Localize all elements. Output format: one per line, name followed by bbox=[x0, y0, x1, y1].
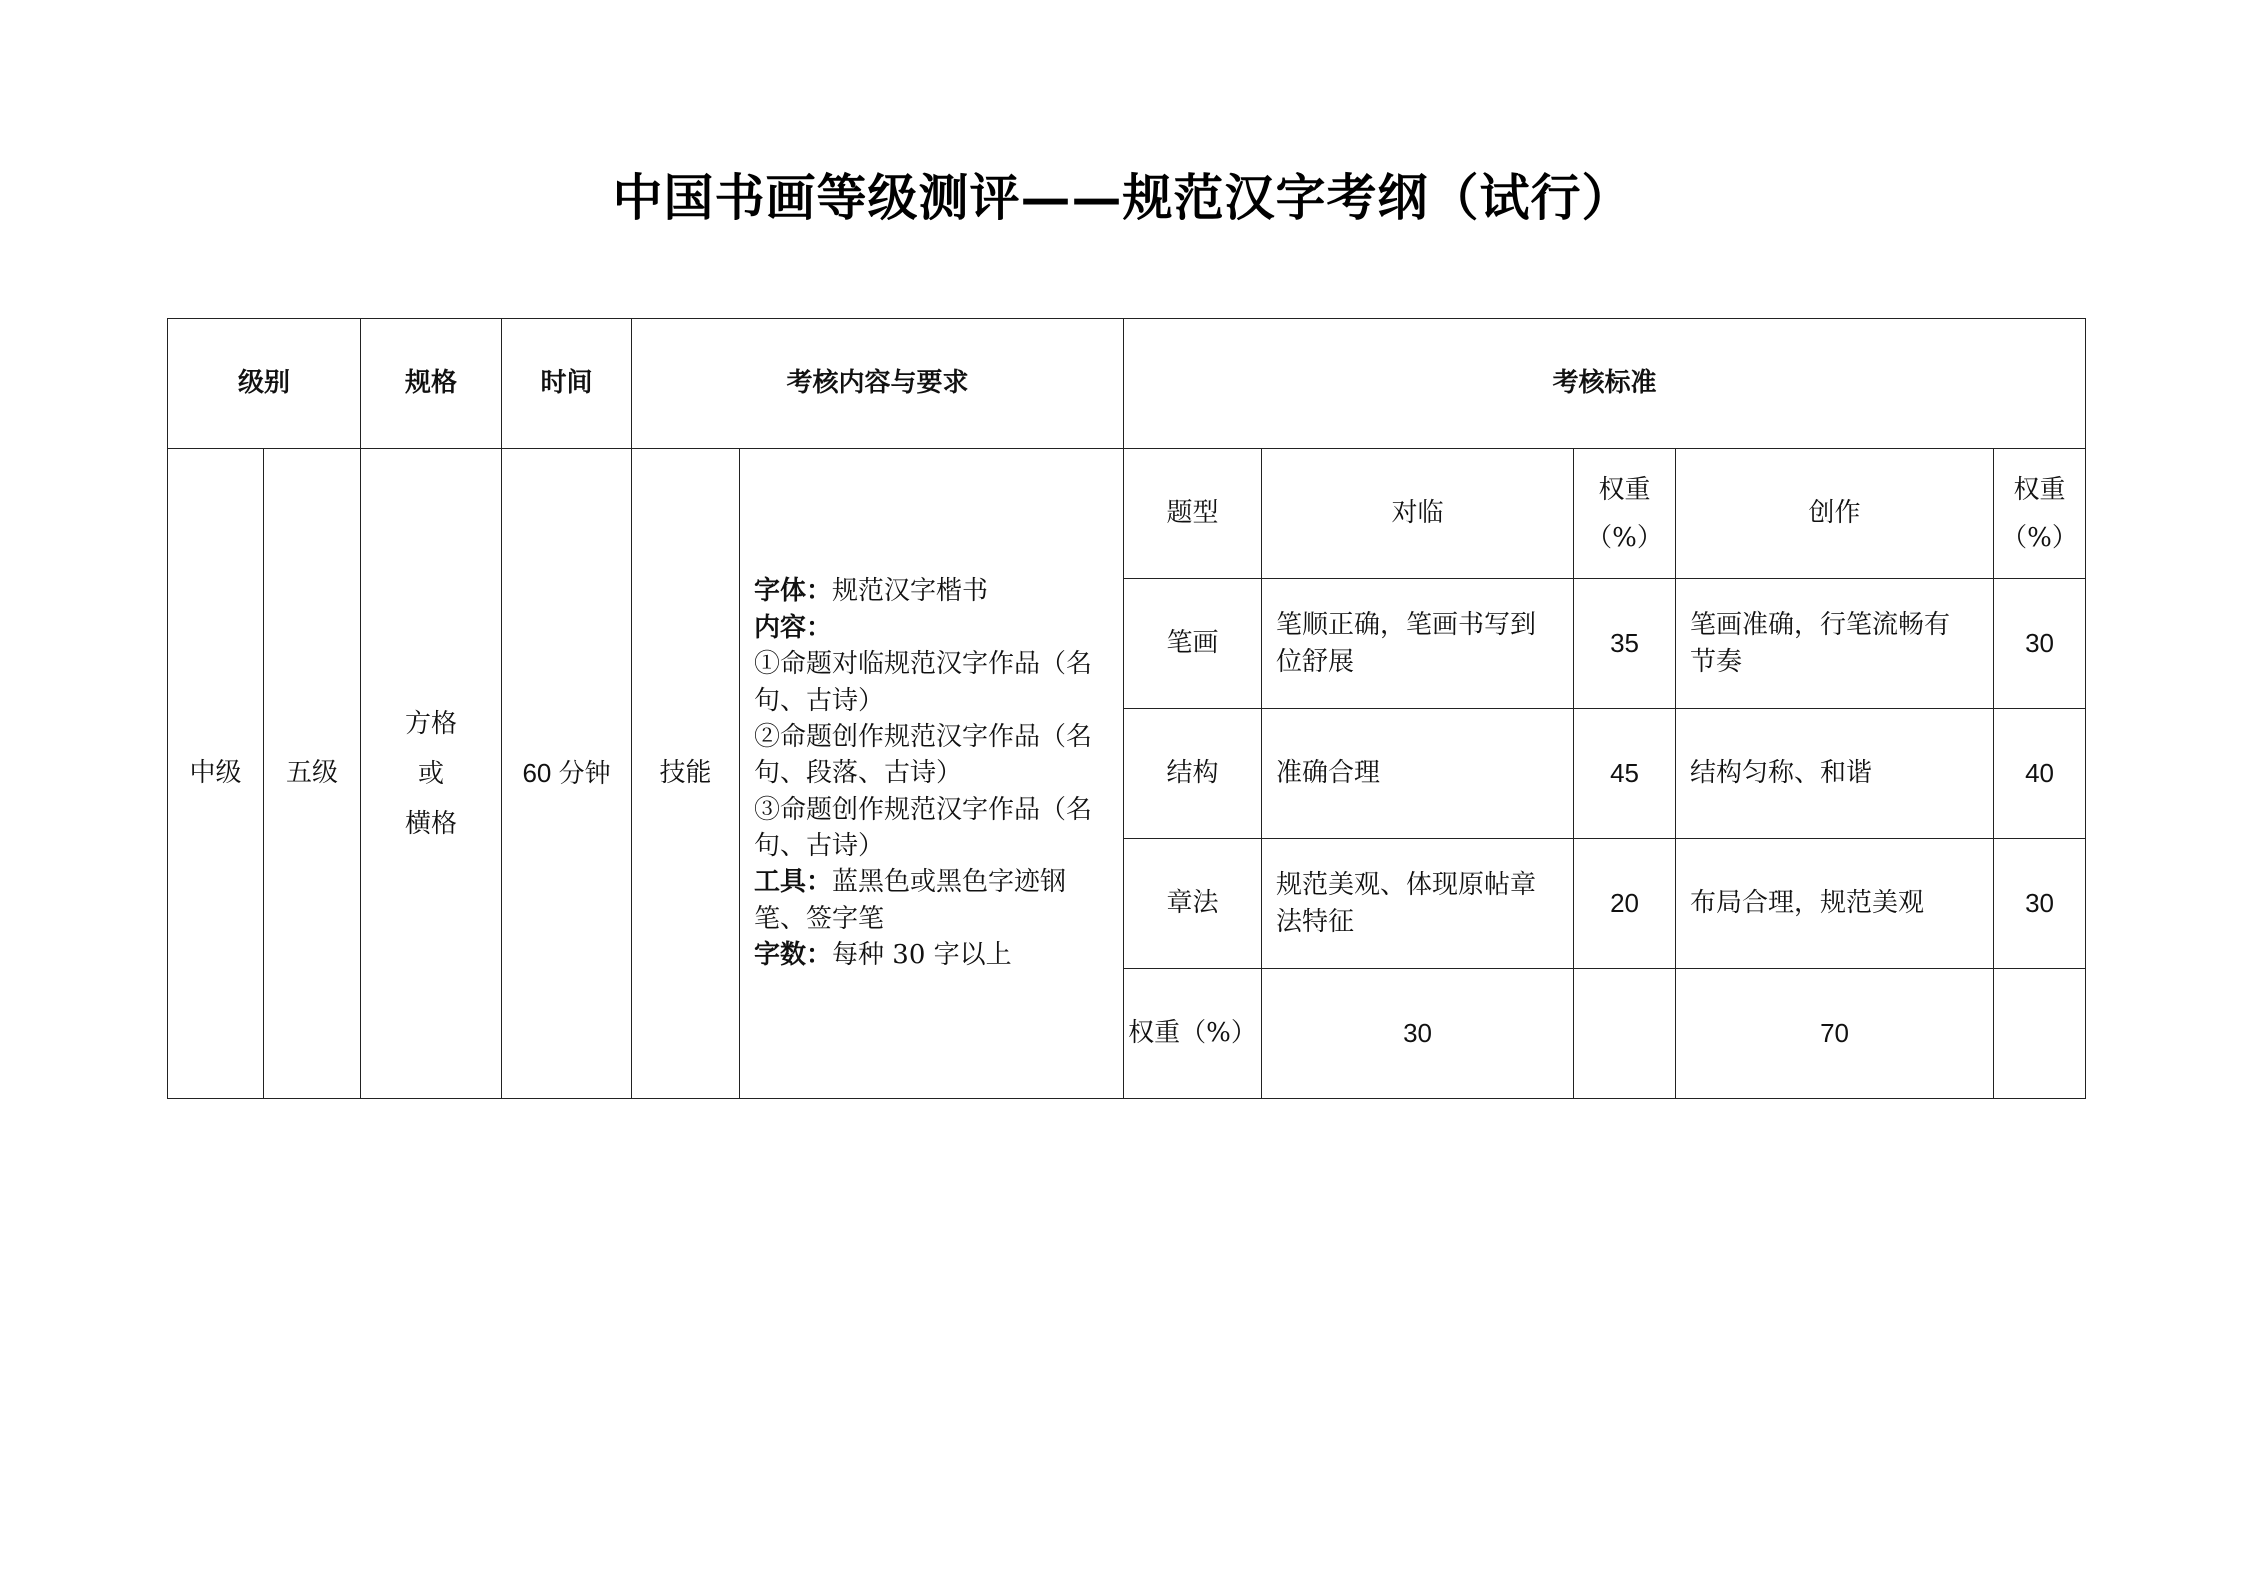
table-row bbox=[168, 449, 2086, 579]
header-spec: 规格 bbox=[361, 319, 502, 449]
standard-weight-create-cell: 40 bbox=[1994, 709, 2086, 839]
standard-copy-cell: 准确合理 bbox=[1262, 709, 1574, 839]
weight-row-label: 权重（%） bbox=[1124, 969, 1262, 1099]
exam-outline-table bbox=[167, 318, 2086, 1099]
standard-copy-cell bbox=[1262, 579, 1574, 709]
content-label: 内容： bbox=[754, 612, 833, 643]
category-cell: 技能 bbox=[632, 449, 740, 1099]
time-cell: 60 分钟 bbox=[502, 449, 632, 1099]
content-item: ①命题对临规范汉字作品（名 bbox=[754, 649, 1093, 680]
level-sub-cell: 五级 bbox=[264, 449, 361, 1099]
weight-header-text: 权重 bbox=[2013, 474, 2066, 505]
weight-header-text: 权重 bbox=[1598, 474, 1651, 505]
standard-weight-copy-cell: 20 bbox=[1574, 839, 1676, 969]
standard-col-create: 创作 bbox=[1676, 449, 1994, 579]
spec-line: 或 bbox=[418, 758, 445, 789]
content-tools-line bbox=[754, 864, 1113, 900]
standard-type-cell: 章法 bbox=[1124, 839, 1262, 969]
header-content: 考核内容与要求 bbox=[632, 319, 1124, 449]
header-row bbox=[168, 319, 2086, 449]
copy-text: 法特征 bbox=[1276, 906, 1355, 937]
content-count-line bbox=[754, 937, 1113, 973]
copy-total-weight: 30 bbox=[1262, 969, 1574, 1099]
copy-text: 笔顺正确，笔画书写到 bbox=[1276, 610, 1537, 641]
tools-value: 蓝黑色或黑色字迹钢 bbox=[832, 867, 1067, 898]
count-value: 每种 30 字以上 bbox=[832, 940, 1012, 971]
standard-weight-copy-cell: 35 bbox=[1574, 579, 1676, 709]
spec-line: 方格 bbox=[405, 708, 458, 739]
content-item: 句、段落、古诗） bbox=[754, 758, 963, 789]
count-label: 字数： bbox=[754, 940, 833, 971]
standard-weight-copy-cell: 45 bbox=[1574, 709, 1676, 839]
copy-text: 位舒展 bbox=[1276, 646, 1355, 677]
weight-header-unit: （%） bbox=[2001, 522, 2078, 553]
standard-col-weight-create bbox=[1994, 449, 2086, 579]
content-tools-line-2: 笔、签字笔 bbox=[754, 903, 885, 934]
standard-col-copy: 对临 bbox=[1262, 449, 1574, 579]
header-time: 时间 bbox=[502, 319, 632, 449]
standard-create-cell: 布局合理，规范美观 bbox=[1676, 839, 1994, 969]
content-item: 句、古诗） bbox=[754, 685, 885, 716]
page-title: 中国书画等级测评——规范汉字考纲（试行） bbox=[612, 168, 1633, 227]
create-total-weight: 70 bbox=[1676, 969, 1994, 1099]
standard-col-weight-copy bbox=[1574, 449, 1676, 579]
tools-label: 工具： bbox=[754, 867, 833, 898]
content-font-line bbox=[754, 573, 1113, 609]
standard-weight-create-cell: 30 bbox=[1994, 839, 2086, 969]
standard-create-cell: 结构匀称、和谐 bbox=[1676, 709, 1994, 839]
header-standard: 考核标准 bbox=[1124, 319, 2086, 449]
content-item: ③命题创作规范汉字作品（名 bbox=[754, 794, 1093, 825]
level-main-cell: 中级 bbox=[168, 449, 264, 1099]
standard-copy-cell bbox=[1262, 839, 1574, 969]
standard-type-cell: 笔画 bbox=[1124, 579, 1262, 709]
font-value: 规范汉字楷书 bbox=[832, 576, 989, 607]
weight-header-unit: （%） bbox=[1586, 522, 1663, 553]
content-item: 句、古诗） bbox=[754, 831, 885, 862]
empty-cell bbox=[1994, 969, 2086, 1099]
font-label: 字体： bbox=[754, 576, 833, 607]
standard-type-cell: 结构 bbox=[1124, 709, 1262, 839]
copy-text: 规范美观、体现原帖章 bbox=[1276, 870, 1537, 901]
content-requirements-cell bbox=[740, 449, 1124, 1099]
standard-col-type: 题型 bbox=[1124, 449, 1262, 579]
create-text: 节奏 bbox=[1690, 646, 1743, 677]
standard-weight-create-cell: 30 bbox=[1994, 579, 2086, 709]
header-level: 级别 bbox=[168, 319, 361, 449]
standard-create-cell bbox=[1676, 579, 1994, 709]
create-text: 笔画准确，行笔流畅有 bbox=[1690, 610, 1951, 641]
spec-line: 横格 bbox=[405, 808, 458, 839]
spec-cell bbox=[361, 449, 502, 1099]
content-item: ②命题创作规范汉字作品（名 bbox=[754, 721, 1093, 752]
empty-cell bbox=[1574, 969, 1676, 1099]
